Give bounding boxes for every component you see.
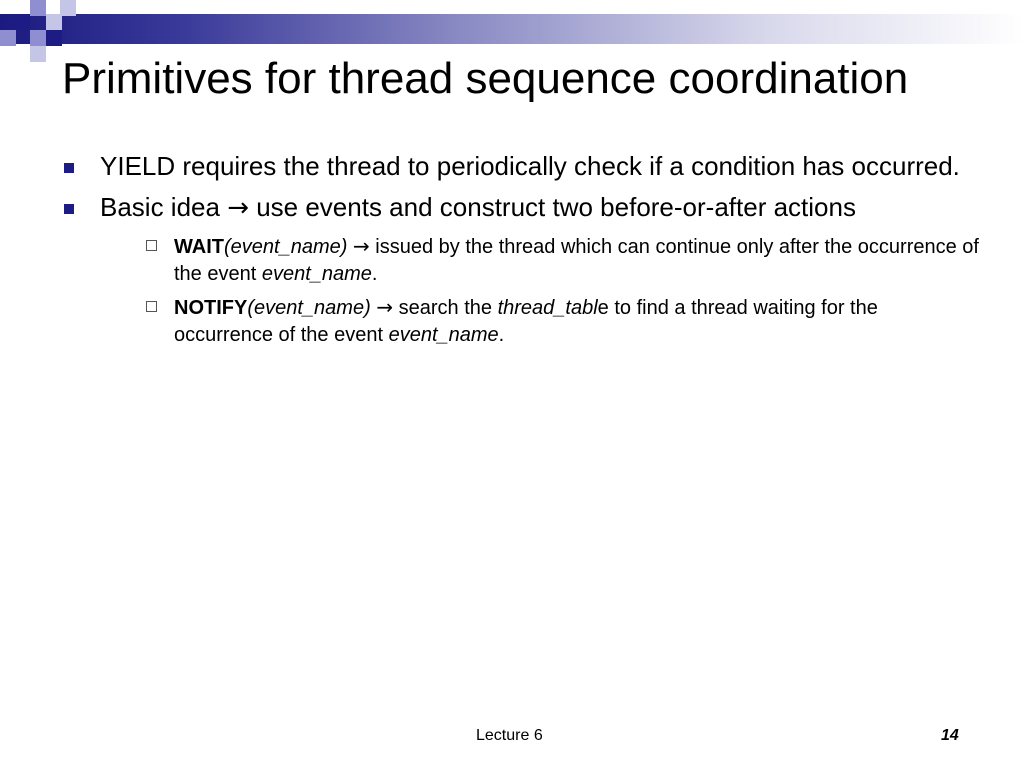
page-number: 14 <box>941 727 959 744</box>
deco-square <box>30 0 46 16</box>
event-name: event_name <box>388 324 499 346</box>
square-bullet-icon <box>64 204 74 214</box>
square-bullet-icon <box>64 163 74 173</box>
subbullet-item <box>146 294 982 349</box>
arrow-right-icon: → <box>227 193 249 223</box>
subbullet-item <box>146 233 982 288</box>
deco-square <box>0 30 16 46</box>
header-gradient-band <box>0 14 1024 44</box>
bullet-item <box>62 150 962 183</box>
bullet-item <box>62 191 962 225</box>
footer-lecture-label: Lecture 6 <box>476 727 543 744</box>
subbullet-text: search the <box>393 297 498 319</box>
deco-square <box>14 14 30 30</box>
thread-table: thread_tabl <box>497 297 598 319</box>
wait-param: (event_name) <box>224 236 348 258</box>
hollow-square-bullet-icon <box>146 240 157 251</box>
subbullet-end: . <box>498 324 505 346</box>
deco-square <box>46 30 62 46</box>
subbullet-text: issued by the thread which can continue only after the occurrence of the event <box>174 236 979 285</box>
notify-keyword: NOTIFY <box>174 297 248 319</box>
slide-content <box>62 150 979 355</box>
event-name: event_name <box>261 263 372 285</box>
deco-square <box>46 14 62 30</box>
bullet-text: YIELD requires the thread to periodically check if a condition has occurred. <box>100 151 960 181</box>
deco-square <box>30 30 46 46</box>
notify-param: (event_name) <box>247 297 371 319</box>
slide-title: Primitives for thread sequence coordination <box>62 54 909 103</box>
hollow-square-bullet-icon <box>146 301 157 312</box>
deco-square <box>60 0 76 16</box>
arrow-right-icon: → <box>376 295 394 319</box>
bullet-text: Basic idea <box>100 192 228 222</box>
subbullet-text: e to find a thread waiting for the occurrence of the event <box>174 297 878 346</box>
deco-square <box>30 46 46 62</box>
arrow-right-icon: → <box>352 234 370 258</box>
bullet-text: use events and construct two before-or-after actions <box>248 192 856 222</box>
subbullet-end: . <box>371 263 378 285</box>
wait-keyword: WAIT <box>174 236 224 258</box>
